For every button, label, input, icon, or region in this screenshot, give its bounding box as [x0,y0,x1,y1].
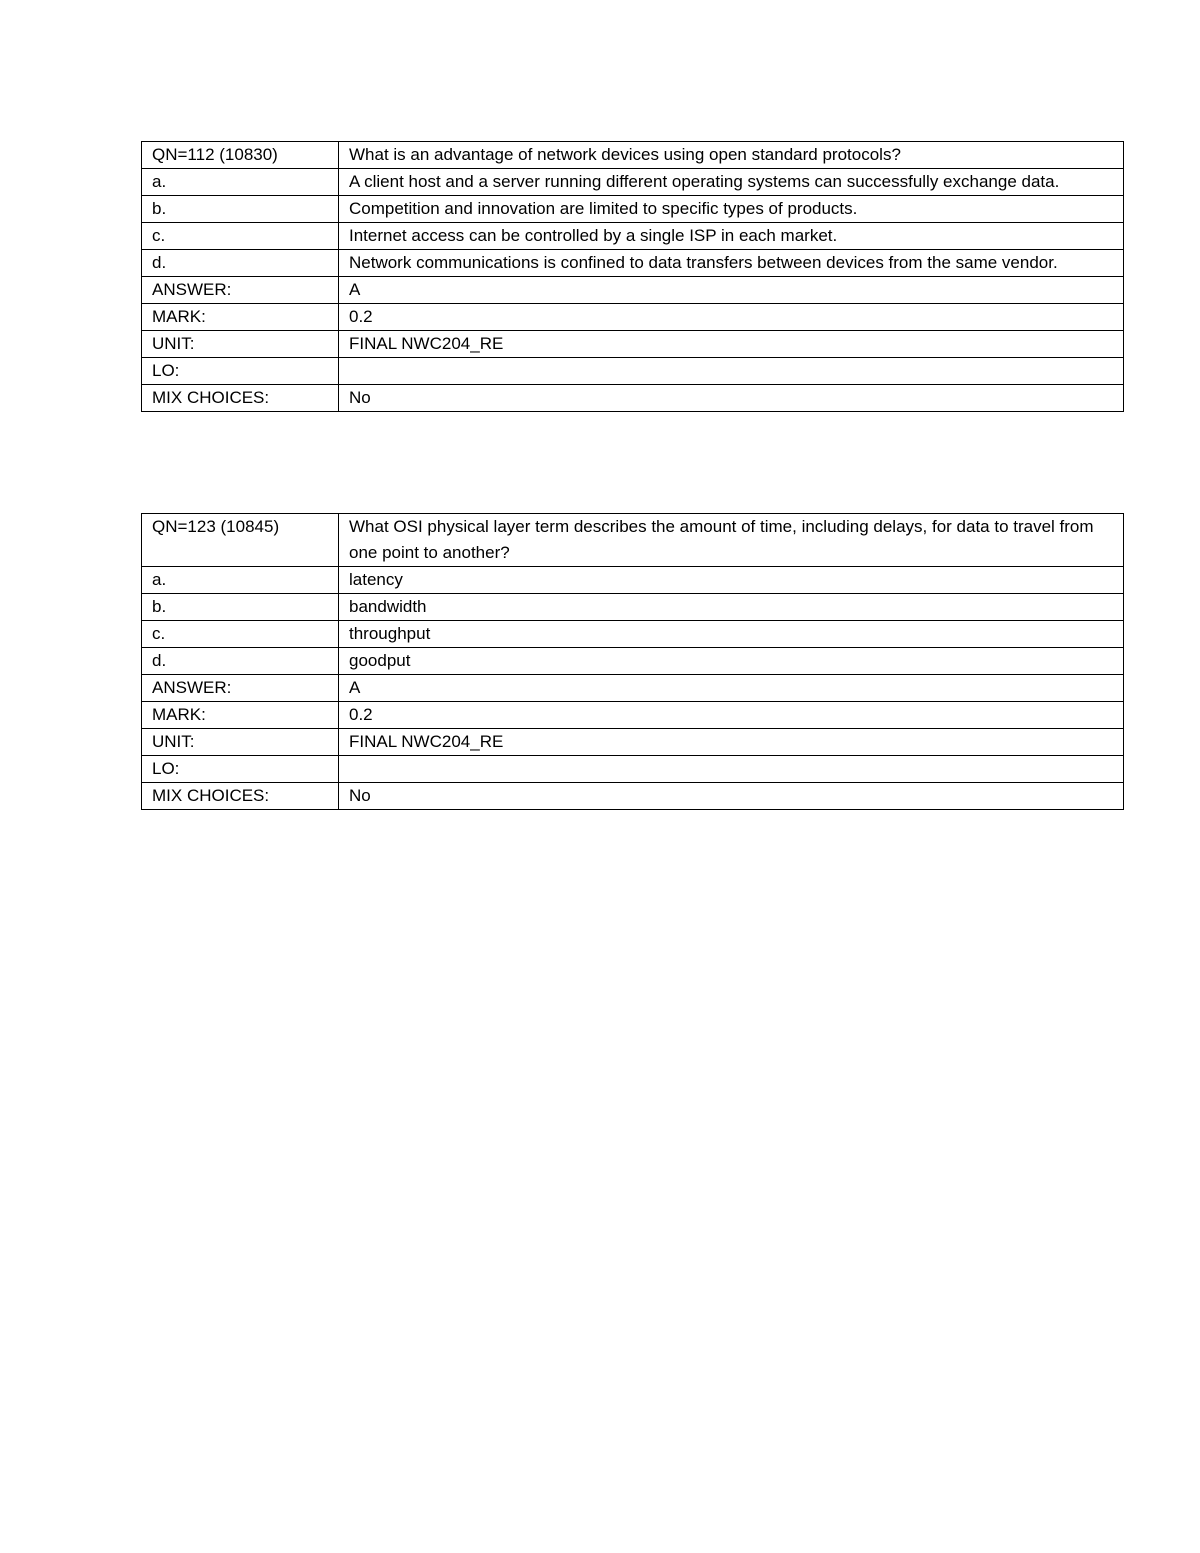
choice-text: goodput [339,648,1124,675]
lo-row [142,358,1124,385]
answer-row [142,277,1124,304]
answer-label: ANSWER: [142,277,339,304]
choice-label: d. [142,250,339,277]
choice-label: c. [142,621,339,648]
unit-value: FINAL NWC204_RE [339,729,1124,756]
choice-row-d [142,648,1124,675]
answer-value: A [339,675,1124,702]
unit-value: FINAL NWC204_RE [339,331,1124,358]
mix-choices-label: MIX CHOICES: [142,385,339,412]
choice-text: bandwidth [339,594,1124,621]
question-text: What OSI physical layer term describes the amount of time, including delays, for data to travel from one point to another? [339,514,1124,567]
unit-label: UNIT: [142,331,339,358]
choice-text: throughput [339,621,1124,648]
lo-value [339,756,1124,783]
question-row [142,142,1124,169]
choice-row-c [142,621,1124,648]
choice-label: c. [142,223,339,250]
mix-choices-row [142,783,1124,810]
mark-value: 0.2 [339,702,1124,729]
choice-label: d. [142,648,339,675]
question-id: QN=112 (10830) [142,142,339,169]
answer-value: A [339,277,1124,304]
choice-label: b. [142,594,339,621]
lo-value [339,358,1124,385]
mix-choices-label: MIX CHOICES: [142,783,339,810]
mix-choices-value: No [339,783,1124,810]
lo-label: LO: [142,756,339,783]
mark-label: MARK: [142,702,339,729]
mark-label: MARK: [142,304,339,331]
mark-row [142,702,1124,729]
choice-label: a. [142,169,339,196]
question-table-123 [141,513,1124,810]
question-id: QN=123 (10845) [142,514,339,567]
unit-label: UNIT: [142,729,339,756]
choice-text: A client host and a server running different operating systems can successfully exchange data. [339,169,1124,196]
choice-row-c [142,223,1124,250]
question-row [142,514,1124,567]
mix-choices-value: No [339,385,1124,412]
answer-label: ANSWER: [142,675,339,702]
unit-row [142,331,1124,358]
lo-row [142,756,1124,783]
choice-text: latency [339,567,1124,594]
choice-label: b. [142,196,339,223]
lo-label: LO: [142,358,339,385]
answer-row [142,675,1124,702]
choice-row-d [142,250,1124,277]
choice-row-b [142,196,1124,223]
unit-row [142,729,1124,756]
mark-value: 0.2 [339,304,1124,331]
mix-choices-row [142,385,1124,412]
choice-text: Network communications is confined to data transfers between devices from the same vendor. [339,250,1124,277]
choice-row-a [142,567,1124,594]
question-text: What is an advantage of network devices using open standard protocols? [339,142,1124,169]
choice-label: a. [142,567,339,594]
question-table-112 [141,141,1124,412]
choice-text: Internet access can be controlled by a single ISP in each market. [339,223,1124,250]
choice-row-a [142,169,1124,196]
choice-text: Competition and innovation are limited to specific types of products. [339,196,1124,223]
mark-row [142,304,1124,331]
choice-row-b [142,594,1124,621]
